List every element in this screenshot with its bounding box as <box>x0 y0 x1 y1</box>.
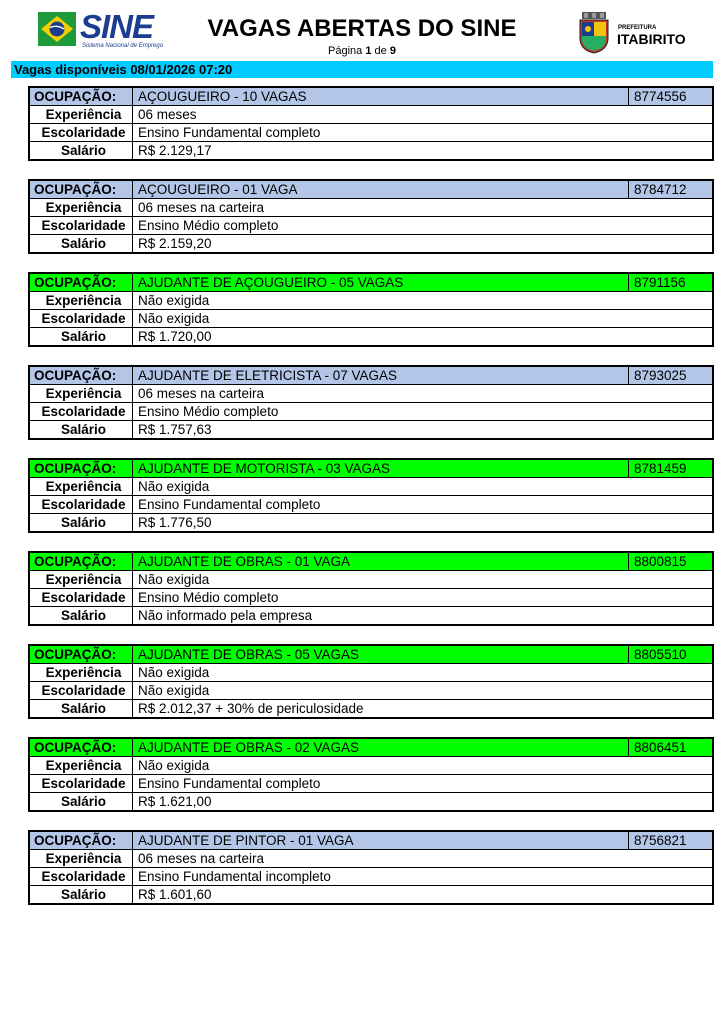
prefeitura-logo <box>574 12 689 54</box>
salario-label: Salário <box>29 700 133 719</box>
salario-label: Salário <box>29 607 133 626</box>
experiencia-value: Não exigida <box>133 757 714 775</box>
escolaridade-label: Escolaridade <box>29 124 133 142</box>
job-header-row <box>29 87 713 106</box>
experiencia-value: Não exigida <box>133 571 714 589</box>
salario-value: R$ 1.601,60 <box>133 886 714 905</box>
escolaridade-label: Escolaridade <box>29 682 133 700</box>
job-code: 8781459 <box>629 459 714 478</box>
salario-row <box>29 235 713 254</box>
job-table <box>28 830 714 905</box>
ocupacao-label: OCUPAÇÃO: <box>29 552 133 571</box>
job-title: AJUDANTE DE OBRAS - 01 VAGA <box>133 552 629 571</box>
job-code: 8806451 <box>629 738 714 757</box>
escolaridade-value: Não exigida <box>133 682 714 700</box>
experiencia-row <box>29 106 713 124</box>
job-table <box>28 551 714 626</box>
job-code: 8784712 <box>629 180 714 199</box>
job-header-row <box>29 459 713 478</box>
escolaridade-value: Ensino Médio completo <box>133 589 714 607</box>
job-table <box>28 365 714 440</box>
job-table <box>28 86 714 161</box>
ocupacao-label: OCUPAÇÃO: <box>29 645 133 664</box>
job-code: 8800815 <box>629 552 714 571</box>
ocupacao-label: OCUPAÇÃO: <box>29 87 133 106</box>
salario-label: Salário <box>29 421 133 440</box>
experiencia-value: Não exigida <box>133 478 714 496</box>
escolaridade-row <box>29 775 713 793</box>
escolaridade-value: Não exigida <box>133 310 714 328</box>
escolaridade-value: Ensino Médio completo <box>133 403 714 421</box>
experiencia-value: 06 meses na carteira <box>133 850 714 868</box>
job-list <box>28 86 714 923</box>
experiencia-label: Experiência <box>29 385 133 403</box>
sine-logo-text: SINE <box>80 8 154 45</box>
page-title: VAGAS ABERTAS DO SINE <box>207 15 517 42</box>
experiencia-row <box>29 385 713 403</box>
job-table <box>28 644 714 719</box>
coat-of-arms-icon <box>574 12 614 54</box>
escolaridade-value: Ensino Fundamental incompleto <box>133 868 714 886</box>
escolaridade-value: Ensino Fundamental completo <box>133 775 714 793</box>
job-title: AJUDANTE DE OBRAS - 05 VAGAS <box>133 645 629 664</box>
escolaridade-row <box>29 124 713 142</box>
ocupacao-label: OCUPAÇÃO: <box>29 738 133 757</box>
escolaridade-label: Escolaridade <box>29 496 133 514</box>
salario-row <box>29 142 713 161</box>
job-title: AJUDANTE DE MOTORISTA - 03 VAGAS <box>133 459 629 478</box>
salario-row <box>29 607 713 626</box>
experiencia-label: Experiência <box>29 292 133 310</box>
escolaridade-label: Escolaridade <box>29 310 133 328</box>
escolaridade-label: Escolaridade <box>29 775 133 793</box>
escolaridade-row <box>29 589 713 607</box>
escolaridade-value: Ensino Fundamental completo <box>133 496 714 514</box>
ocupacao-label: OCUPAÇÃO: <box>29 366 133 385</box>
salario-label: Salário <box>29 328 133 347</box>
job-table <box>28 737 714 812</box>
escolaridade-row <box>29 682 713 700</box>
page-of: de <box>374 45 387 57</box>
salario-row <box>29 700 713 719</box>
job-code: 8756821 <box>629 831 714 850</box>
sine-logo-subtitle: Sistema Nacional de Emprego <box>82 43 164 49</box>
escolaridade-value: Ensino Médio completo <box>133 217 714 235</box>
salario-row <box>29 886 713 905</box>
experiencia-value: 06 meses <box>133 106 714 124</box>
job-header-row <box>29 180 713 199</box>
job-code: 8793025 <box>629 366 714 385</box>
salario-value: R$ 2.012,37 + 30% de periculosidade <box>133 700 714 719</box>
ocupacao-label: OCUPAÇÃO: <box>29 831 133 850</box>
job-code: 8805510 <box>629 645 714 664</box>
experiencia-value: 06 meses na carteira <box>133 385 714 403</box>
experiencia-value: Não exigida <box>133 664 714 682</box>
escolaridade-row <box>29 217 713 235</box>
salario-label: Salário <box>29 235 133 254</box>
salario-label: Salário <box>29 514 133 533</box>
salario-row <box>29 793 713 812</box>
experiencia-value: 06 meses na carteira <box>133 199 714 217</box>
experiencia-row <box>29 571 713 589</box>
job-table <box>28 179 714 254</box>
page-label: Página <box>328 45 363 57</box>
escolaridade-label: Escolaridade <box>29 589 133 607</box>
job-title: AÇOUGUEIRO - 01 VAGA <box>133 180 629 199</box>
experiencia-label: Experiência <box>29 571 133 589</box>
page-current: 1 <box>365 45 372 57</box>
salario-row <box>29 421 713 440</box>
salario-value: R$ 1.776,50 <box>133 514 714 533</box>
escolaridade-row <box>29 403 713 421</box>
escolaridade-row <box>29 496 713 514</box>
escolaridade-label: Escolaridade <box>29 217 133 235</box>
experiencia-label: Experiência <box>29 757 133 775</box>
escolaridade-label: Escolaridade <box>29 403 133 421</box>
experiencia-label: Experiência <box>29 664 133 682</box>
experiencia-label: Experiência <box>29 478 133 496</box>
job-title: AJUDANTE DE AÇOUGUEIRO - 05 VAGAS <box>133 273 629 292</box>
ocupacao-label: OCUPAÇÃO: <box>29 180 133 199</box>
escolaridade-row <box>29 868 713 886</box>
job-header-row <box>29 831 713 850</box>
experiencia-label: Experiência <box>29 106 133 124</box>
experiencia-label: Experiência <box>29 850 133 868</box>
prefeitura-label: PREFEITURA <box>618 25 657 31</box>
job-code: 8774556 <box>629 87 714 106</box>
escolaridade-label: Escolaridade <box>29 868 133 886</box>
job-header-row <box>29 366 713 385</box>
salario-label: Salário <box>29 793 133 812</box>
job-title: AJUDANTE DE PINTOR - 01 VAGA <box>133 831 629 850</box>
experiencia-row <box>29 757 713 775</box>
ocupacao-label: OCUPAÇÃO: <box>29 459 133 478</box>
salario-label: Salário <box>29 886 133 905</box>
experiencia-row <box>29 292 713 310</box>
experiencia-row <box>29 664 713 682</box>
experiencia-label: Experiência <box>29 199 133 217</box>
ocupacao-label: OCUPAÇÃO: <box>29 273 133 292</box>
job-title: AÇOUGUEIRO - 10 VAGAS <box>133 87 629 106</box>
salario-value: R$ 1.757,63 <box>133 421 714 440</box>
date-bar: Vagas disponíveis 08/01/2026 07:20 <box>11 61 713 78</box>
job-title: AJUDANTE DE OBRAS - 02 VAGAS <box>133 738 629 757</box>
job-header-row <box>29 552 713 571</box>
job-header-row <box>29 645 713 664</box>
prefeitura-name: ITABIRITO <box>617 31 686 47</box>
experiencia-row <box>29 199 713 217</box>
job-header-row <box>29 273 713 292</box>
job-table <box>28 458 714 533</box>
salario-label: Salário <box>29 142 133 161</box>
experiencia-value: Não exigida <box>133 292 714 310</box>
page-header <box>0 0 724 60</box>
job-code: 8791156 <box>629 273 714 292</box>
salario-value: Não informado pela empresa <box>133 607 714 626</box>
job-title: AJUDANTE DE ELETRICISTA - 07 VAGAS <box>133 366 629 385</box>
escolaridade-value: Ensino Fundamental completo <box>133 124 714 142</box>
experiencia-row <box>29 850 713 868</box>
salario-value: R$ 1.621,00 <box>133 793 714 812</box>
page-total: 9 <box>389 45 396 57</box>
salario-row <box>29 328 713 347</box>
salario-value: R$ 1.720,00 <box>133 328 714 347</box>
salario-row <box>29 514 713 533</box>
salario-value: R$ 2.129,17 <box>133 142 714 161</box>
experiencia-row <box>29 478 713 496</box>
escolaridade-row <box>29 310 713 328</box>
job-header-row <box>29 738 713 757</box>
job-table <box>28 272 714 347</box>
salario-value: R$ 2.159,20 <box>133 235 714 254</box>
